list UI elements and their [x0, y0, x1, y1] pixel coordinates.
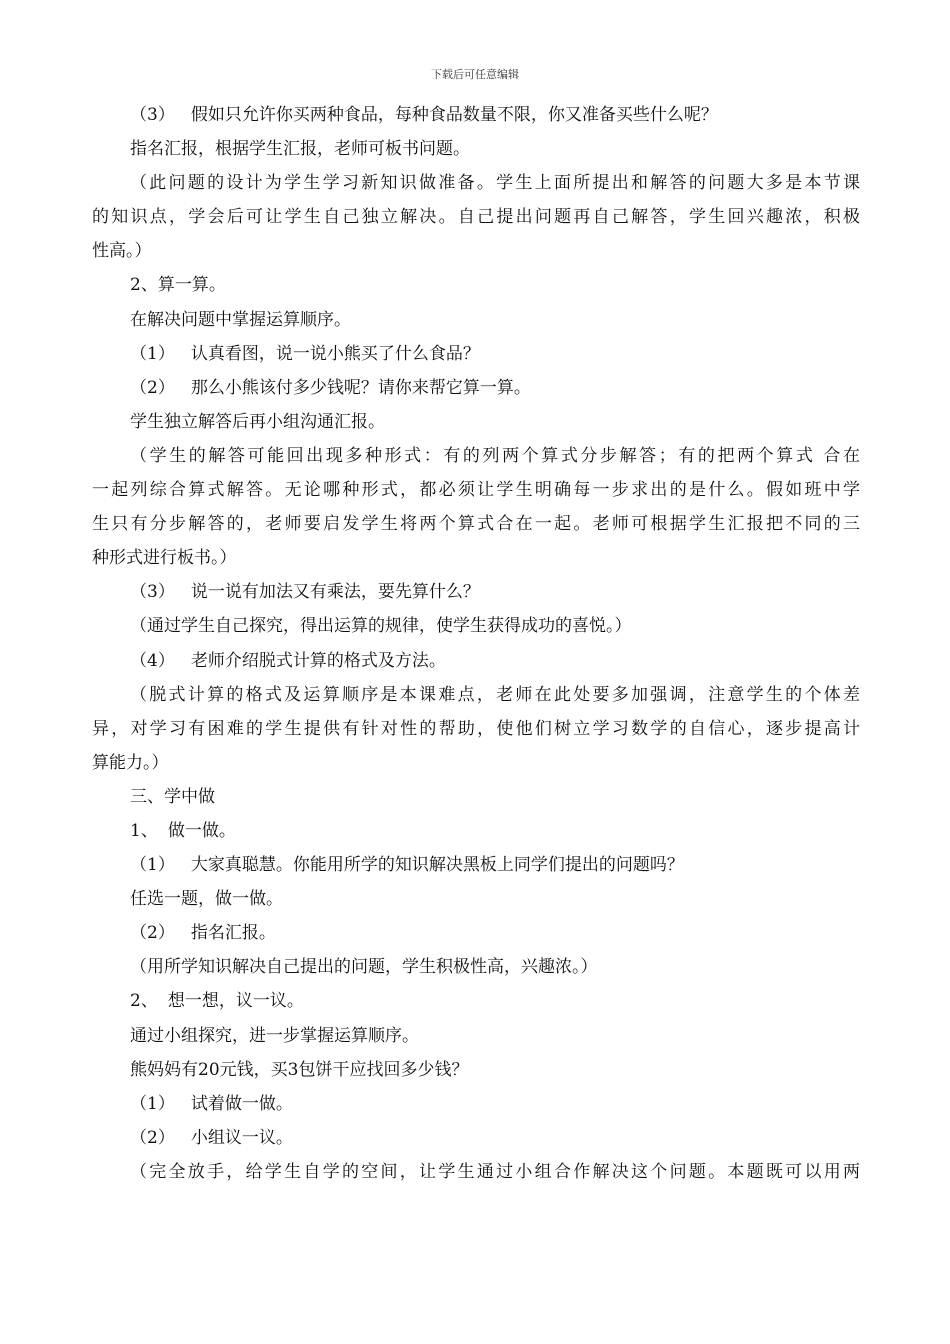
paragraph-line: 一起列综合算式解答。无论哪种形式，都必须让学生明确每一步求出的是什么。假如班中学	[92, 480, 860, 501]
document-body	[92, 98, 860, 1189]
item-text: 指名汇报。	[190, 923, 276, 944]
paragraph-line: （学生的解答可能回出现多种形式：有的列两个算式分步解答；有的把两个算式 合在	[130, 445, 860, 466]
paragraph-line	[92, 337, 860, 371]
paragraph-line: （此问题的设计为学生学习新知识做准备。学生上面所提出和解答的问题大多是本节课	[130, 173, 860, 194]
paragraph-line: 学生独立解答后再小组沟通汇报。	[130, 411, 385, 432]
paragraph-line	[92, 848, 860, 882]
paragraph-line	[92, 916, 860, 950]
item-number: （3）	[130, 105, 175, 125]
paragraph-line: 性高。）	[92, 241, 152, 262]
paragraph-line	[92, 371, 860, 405]
paragraph-line	[92, 575, 860, 609]
paragraph-line	[92, 814, 860, 848]
item-number: （4）	[130, 650, 175, 671]
item-text: 老师介绍脱式计算的格式及方法。	[190, 650, 446, 671]
item-number: （1）	[130, 343, 175, 364]
paragraph-line	[92, 98, 860, 132]
item-text: 小组议一议。	[190, 1127, 293, 1148]
paragraph-line: （完全放手，给学生自学的空间，让学生通过小组合作解决这个问题。本题既可以用两	[130, 1161, 860, 1182]
item-number: 1、	[130, 820, 158, 841]
paragraph-line	[92, 1121, 860, 1155]
paragraph-line: 任选一题，做一做。	[130, 889, 283, 910]
item-text: 说一说有加法又有乘法，要先算什么？	[190, 582, 480, 603]
paragraph-line: 在解决问题中掌握运算顺序。	[130, 309, 351, 330]
paragraph-line: （通过学生自己探究，得出运算的规律，使学生获得成功的喜悦。）	[130, 616, 632, 637]
item-text: 试着做一做。	[190, 1093, 293, 1114]
paragraph-line	[92, 1087, 860, 1121]
item-number: （2）	[130, 1127, 175, 1148]
paragraph-line: 异，对学习有困难的学生提供有针对性的帮助，使他们树立学习数学的自信心，逐步提高计	[92, 718, 860, 739]
section-heading: 2、算一算。	[130, 275, 226, 296]
paragraph-line: 指名汇报，根据学生汇报，老师可板书问题。	[130, 139, 470, 160]
paragraph-line	[92, 984, 860, 1018]
item-number: （2）	[130, 377, 175, 398]
paragraph-line: 生只有分步解答的，老师要启发学生将两个算式合在一起。老师可根据学生汇报把不同的三	[92, 514, 860, 535]
paragraph-line: （用所学知识解决自己提出的问题，学生积极性高，兴趣浓。）	[130, 957, 598, 978]
item-number: （3）	[130, 582, 175, 603]
item-number: （1）	[130, 855, 175, 876]
paragraph-line: 算能力。）	[92, 752, 169, 773]
paragraph-line: 种形式进行板书。）	[92, 548, 237, 569]
item-text: 想一想，议一议。	[167, 991, 304, 1012]
paragraph-line: 通过小组探究，进一步掌握运算顺序。	[130, 1025, 419, 1046]
item-number: （1）	[130, 1093, 175, 1114]
item-text: 做一做。	[167, 820, 236, 841]
item-text: 假如只允许你买两种食品，每种食品数量不限，你又准备买些什么呢？	[190, 105, 718, 125]
item-text: 认真看图，说一说小熊买了什么食品？	[190, 343, 480, 364]
page-header: 下载后可任意编辑	[431, 68, 519, 81]
item-text: 大家真聪慧。你能用所学的知识解决黑板上同学们提出的问题吗？	[190, 855, 684, 876]
item-text: 那么小熊该付多少钱呢？请你来帮它算一算。	[190, 377, 531, 398]
section-heading: 三、学中做	[130, 786, 215, 807]
paragraph-line: （脱式计算的格式及运算顺序是本课难点，老师在此处要多加强调，注意学生的个体差	[130, 684, 860, 705]
item-number: （2）	[130, 923, 175, 944]
paragraph-line: 熊妈妈有20元钱，买3包饼干应找回多少钱？	[130, 1059, 469, 1080]
paragraph-line	[92, 644, 860, 678]
paragraph-line: 的知识点，学会后可让学生自己独立解决。自己提出问题再自己解答，学生回兴趣浓，积极	[92, 207, 860, 228]
item-number: 2、	[130, 991, 158, 1012]
